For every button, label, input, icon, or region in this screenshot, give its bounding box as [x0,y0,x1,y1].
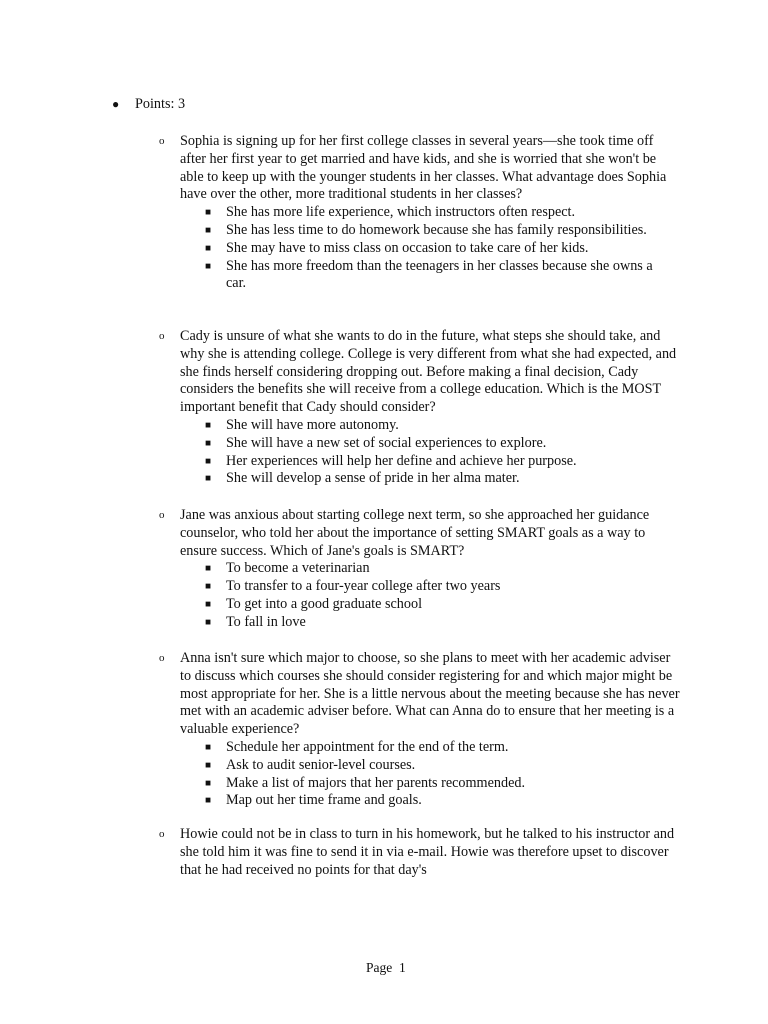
answer-list [204,417,669,488]
square-bullet-icon: ■ [205,224,212,236]
answer-option: ■ Ask to audit senior-level courses. [205,756,416,773]
answer-option: ■ She has less time to do homework because she has family responsibilities. [205,221,647,238]
question-4 [159,650,679,810]
question-text: Howie could not be in class to turn in his homework, but he talked to his instructor and she told him it was fine to send it in via e-mail. Howie was therefore upset to discover that he had received no points for that day's [180,826,675,878]
answer-option: ■ She may have to miss class on occasion to take care of her kids. [205,239,589,256]
square-bullet-icon: ■ [205,419,212,431]
square-bullet-icon: ■ [205,455,212,467]
square-bullet-icon: ■ [205,598,212,610]
circle-bullet-icon: o [159,330,165,342]
question-3 [159,507,679,632]
square-bullet-icon: ■ [205,473,212,485]
answer-option: ■ She has more life experience, which instructors often respect. [205,204,576,221]
square-bullet-icon: ■ [205,242,212,254]
question-2 [159,328,679,488]
answer-list [204,204,669,293]
answer-option: ■ To fall in love [205,613,306,630]
square-bullet-icon: ■ [205,795,212,807]
answer-list [204,560,669,631]
question-1 [159,133,679,293]
circle-bullet-icon: o [159,509,165,521]
bullet-icon: ● [112,97,120,111]
answer-option: ■ Make a list of majors that her parents recommended. [205,774,526,791]
square-bullet-icon: ■ [205,759,212,771]
square-bullet-icon: ■ [205,563,212,575]
circle-bullet-icon: o [159,652,165,664]
square-bullet-icon: ■ [205,581,212,593]
question-text: Anna isn't sure which major to choose, so she plans to meet with her academic adviser to discuss which courses she should consider registering for and which major might be most appropriate for her. She is a little nervous about the meeting because she has never met with an academic adviser before. What can Anna do to ensure that her meeting is a valuable experience? [180,650,680,738]
square-bullet-icon: ■ [205,207,212,219]
page-footer [366,959,406,977]
page-label: Page [366,960,393,975]
answer-option: ■ She will develop a sense of pride in her alma mater. [205,470,520,487]
square-bullet-icon: ■ [205,741,212,753]
answer-list [204,739,669,810]
answer-option: ■ Her experiences will help her define and achieve her purpose. [205,452,577,469]
answer-option: ■ She will have more autonomy. [205,416,399,433]
circle-bullet-icon: o [159,135,165,147]
answer-option: ■ Schedule her appointment for the end of the term. [205,738,509,755]
question-text: Jane was anxious about starting college next term, so she approached her guidance counselor, who told her about the importance of setting SMART goals as a way to ensure success. Which of Jane's goals is SMART? [180,507,650,559]
points-label: Points: 3 [135,96,186,112]
answer-option: ■ To transfer to a four-year college after two years [205,578,501,595]
answer-option: ■ She will have a new set of social experiences to explore. [205,434,547,451]
answer-option: ■ She has more freedom than the teenagers in her classes because she owns a car. [205,257,653,292]
circle-bullet-icon: o [159,828,165,840]
question-text: Cady is unsure of what she wants to do in the future, what steps she should take, and why she is attending college. College is very different from what she had expected, and she finds herself considering dropping out. Before making a final decision, Cady considers the benefits she will receive from a college education. Which is the MOST important benefit that Cady should consider? [180,328,677,416]
page-number: 1 [399,960,406,975]
square-bullet-icon: ■ [205,260,212,272]
question-5 [159,826,679,879]
question-text: Sophia is signing up for her first college classes in several years—she took time off after her first year to get married and have kids, and she is worried that she won't be able to keep up with the younger students in her classes. What advantage does Sophia have over the other, more traditional students in her classes? [180,133,667,203]
answer-option: ■ To become a veterinarian [205,560,370,577]
square-bullet-icon: ■ [205,437,212,449]
square-bullet-icon: ■ [205,616,212,628]
answer-option: ■ Map out her time frame and goals. [205,792,422,809]
square-bullet-icon: ■ [205,777,212,789]
answer-option: ■ To get into a good graduate school [205,595,423,612]
